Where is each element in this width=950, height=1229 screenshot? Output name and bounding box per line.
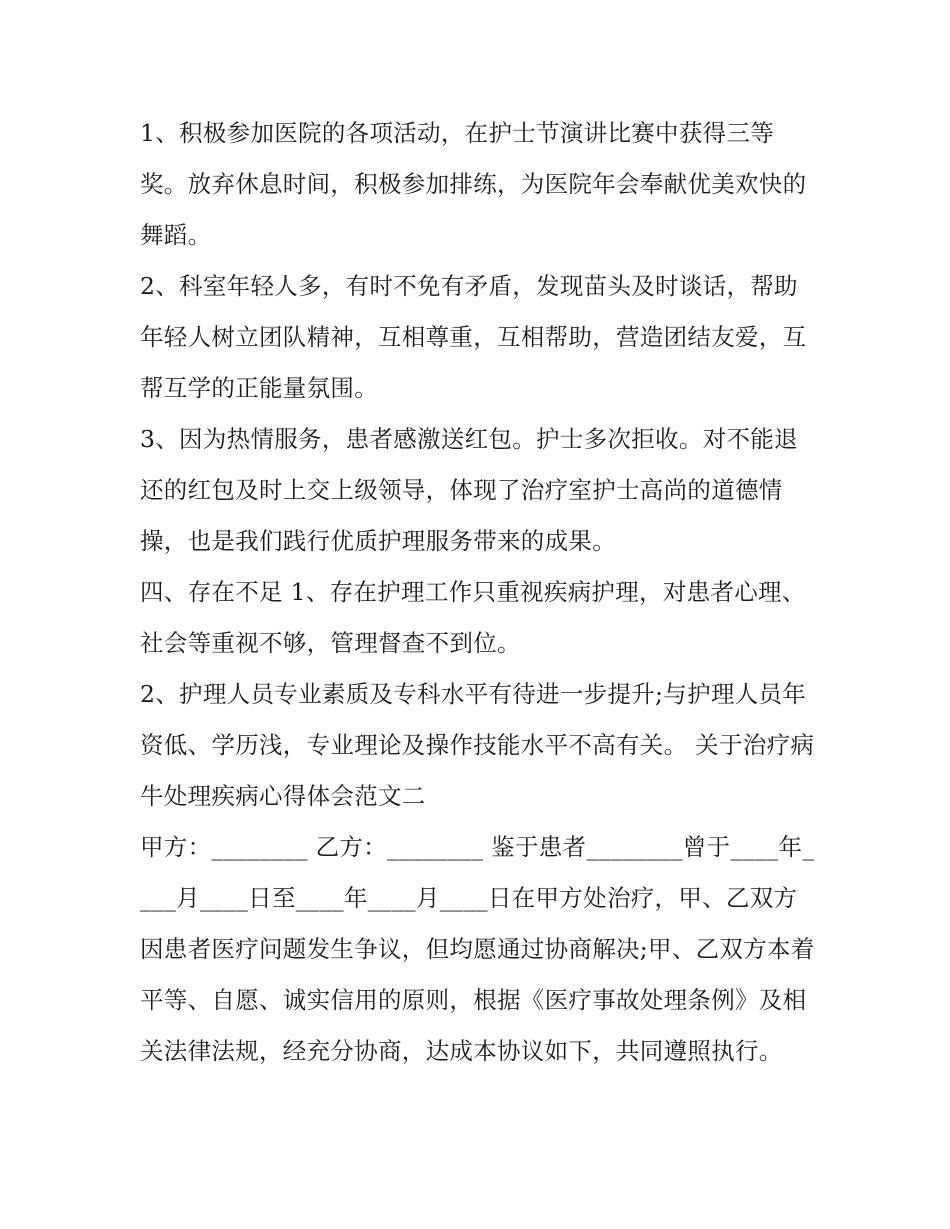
paragraph-3: 3、因为热情服务，患者感激送红包。护士多次拒收。对不能退还的红包及时上交上级领导，体现了治疗室护士高尚的道德情操，也是我们践行优质护理服务带来的成果。 bbox=[140, 425, 798, 555]
paragraph-2: 2、科室年轻人多，有时不免有矛盾，发现苗头及时谈话，帮助年轻人树立团队精神，互相尊重，互相帮助，营造团结友爱，互帮互学的正能量氛围。 bbox=[140, 272, 807, 402]
document-body bbox=[140, 108, 820, 1077]
paragraph-5: 2、护理人员专业素质及专科水平有待进一步提升;与护理人员年资低、学历浅，专业理论及操作技能水平不高有关。 关于治疗病牛处理疾病心得体会范文二 bbox=[140, 680, 815, 810]
paragraph-6: 甲方：________ 乙方：________ 鉴于患者________曾于____年____月____日至____年____月____日在甲方处治疗，甲、乙双方因患者医疗问题发生争议，但均愿通过协商解决;甲、乙双方本着平等、自愿、诚实信用的原则，根据《医疗事故处理条例》及相关法律法规，经充分协商，达成本协议如下，共同遵照执行。 bbox=[140, 833, 815, 1065]
paragraph-4: 四、存在不足 1、存在护理工作只重视疾病护理，对患者心理、社会等重视不够，管理督查不到位。 bbox=[140, 578, 806, 657]
paragraph-1: 1、积极参加医院的各项活动，在护士节演讲比赛中获得三等奖。放弃休息时间，积极参加排练，为医院年会奉献优美欢快的舞蹈。 bbox=[140, 119, 807, 249]
